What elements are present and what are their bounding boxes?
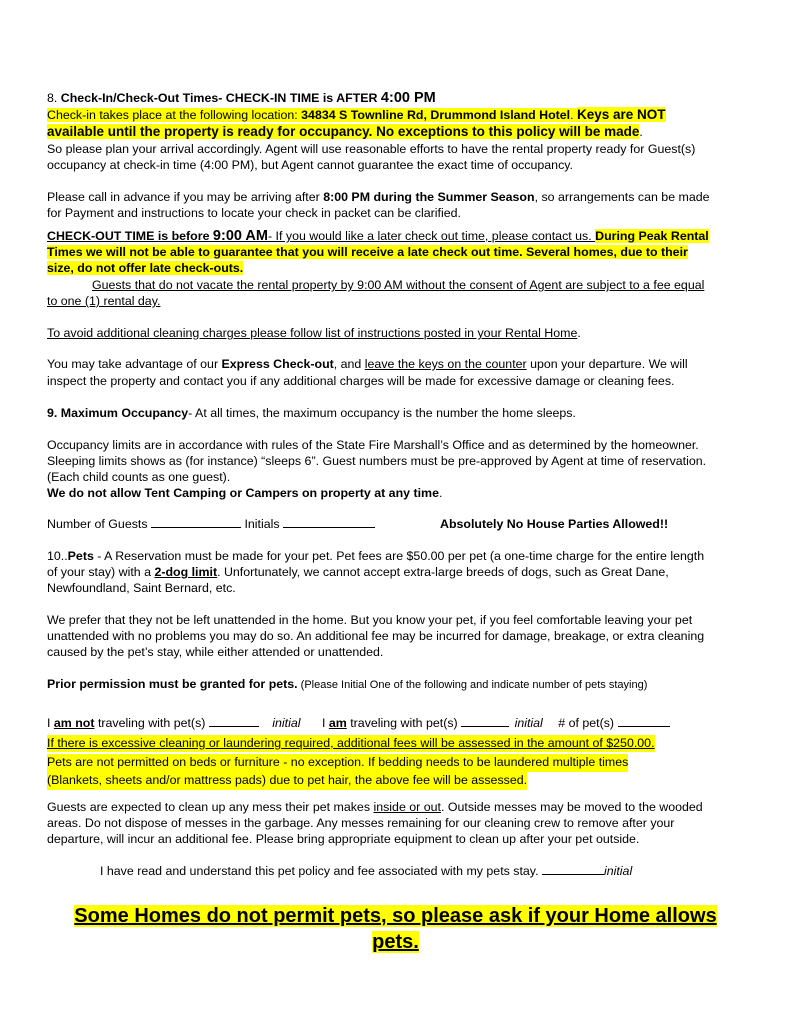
arrival-line-2: occupancy at check-in time (4:00 PM), but Agent cannot guarantee the exact time of occupancy. — [47, 158, 573, 172]
guests-initials-field[interactable] — [283, 516, 375, 528]
pets-warning-line-1: Some Homes do not permit pets, so please ask if your Home allows — [74, 905, 717, 927]
occupancy-line-1: Occupancy limits are in accordance with rules of the State Fire Marshall’s Office and as determined by the homeowner. — [47, 438, 699, 452]
pet-options-row: I am not traveling with pet(s) initial I am traveling with pet(s) initial # of pet(s) — [47, 715, 670, 731]
checkin-location-line: Check-in takes place at the following location: 34834 S Townline Rd, Drummond Island Hotel. Keys are NOT — [47, 107, 666, 122]
late-arrival-line-1: Please call in advance if you may be arriving after 8:00 PM during the Summer Season, so arrangements can be made — [47, 190, 710, 204]
guests-initials-row — [47, 516, 375, 532]
guests-label: Number of Guests — [47, 517, 148, 531]
arrival-line-1: So please plan your arrival accordingly. Agent will use reasonable efforts to have the rental property ready for Guest(s) — [47, 142, 696, 156]
no-parties-notice: Absolutely No House Parties Allowed!! — [440, 517, 669, 531]
late-checkout-note: size, do not offer late check-outs. — [47, 261, 244, 275]
acknowledgement-initial-field[interactable] — [542, 863, 604, 875]
keys-policy-line: available until the property is ready for occupancy. No exceptions to this policy will be made. — [47, 124, 643, 139]
furniture-notice-line-2: (Blankets, sheets and/or mattress pads) due to pet hair, the above fee will be assessed. — [47, 772, 527, 790]
pet-limit-line: of your stay) with a 2-dog limit. Unfortunately, we cannot accept extra-large breeds of dogs, such as Great Dane, — [47, 565, 669, 579]
unattended-line-3: caused by the pet’s stay, while either attended or unattended. — [47, 645, 384, 659]
mess-line-2: areas. Do not dispose of messes in the garbage. Any messes remaining for our cleaning crew to remove after your — [47, 816, 675, 830]
furniture-notice-line-1: Pets are not permitted on beds or furniture - no exception. If bedding needs to be laundered multiple times — [47, 754, 628, 772]
number-of-pets-field[interactable] — [618, 715, 670, 727]
unattended-line-2: unattended with no problems you may do so. An additional fee may be incurred for damage, breakage, or extra cleaning — [47, 629, 705, 643]
late-arrival-line-2: for Payment and instructions to locate your check in packet can be clarified. — [47, 206, 461, 220]
initials-label: Initials — [244, 517, 280, 531]
express-checkout-line-1: You may take advantage of our Express Check-out, and leave the keys on the counter upon your departure. We will — [47, 357, 688, 371]
cleaning-fee-notice: If there is excessive cleaning or laundering required, additional fees will be assessed in the amount of $250.00. — [47, 736, 655, 750]
no-camping-line: We do not allow Tent Camping or Campers on property at any time. — [47, 486, 443, 500]
vacate-fee-line-1: Guests that do not vacate the rental property by 9:00 AM without the consent of Agent are subject to a fee equal — [92, 278, 705, 292]
express-checkout-line-2: inspect the property and contact you if any additional charges will be made for excessive damage or cleaning fees. — [47, 374, 675, 388]
unattended-line-1: We prefer that they not be left unattended in the home. But you know your pet, if you feel comfortable leaving your pet — [47, 613, 693, 627]
section-10-heading: 10..Pets - A Reservation must be made for your pet. Pet fees are $50.00 per pet (a one-time charge for the entire length — [47, 549, 705, 563]
section-8-heading: 8. Check-In/Check-Out Times- CHECK-IN TIME is AFTER 4:00 PM — [47, 90, 436, 106]
peak-checkout-line: Times we will not be able to guarantee that you will receive a late check out time. Several homes, due to their — [47, 245, 688, 259]
mess-line-1: Guests are expected to clean up any mess their pet makes inside or out. Outside messes may be moved to the wooded — [47, 800, 703, 814]
mess-line-3: departure, will incur an additional fee. Please bring appropriate equipment to clean up after your pet outside. — [47, 832, 640, 846]
guests-count-field[interactable] — [151, 516, 241, 528]
occupancy-line-3: (Each child counts as one guest). — [47, 470, 231, 484]
checkout-time-line: CHECK-OUT TIME is before 9:00 AM- If you would like a later check out time, please contact us. During Peak Rental — [47, 228, 709, 244]
cleaning-instructions-line: To avoid additional cleaning charges please follow list of instructions posted in your Rental Home. — [47, 326, 581, 340]
section-9-heading: 9. Maximum Occupancy- At all times, the maximum occupancy is the number the home sleeps. — [47, 406, 576, 420]
vacate-fee-line-2: to one (1) rental day. — [47, 294, 161, 308]
traveling-pet-field[interactable] — [461, 715, 509, 727]
pets-warning-line-2: pets. — [372, 931, 419, 953]
pet-breeds-line: Newfoundland, Saint Bernard, etc. — [47, 581, 236, 595]
occupancy-line-2: Sleeping limits shows as (for instance) “sleeps 6”. Guest numbers must be pre-approved by Agent at time of reservation. — [47, 454, 707, 468]
not-traveling-pet-field[interactable] — [209, 715, 259, 727]
pet-policy-acknowledgement: I have read and understand this pet policy and fee associated with my pets stay. initial — [100, 864, 633, 878]
prior-permission-line: Prior permission must be granted for pets. (Please Initial One of the following and indicate number of pets staying) — [47, 677, 648, 691]
